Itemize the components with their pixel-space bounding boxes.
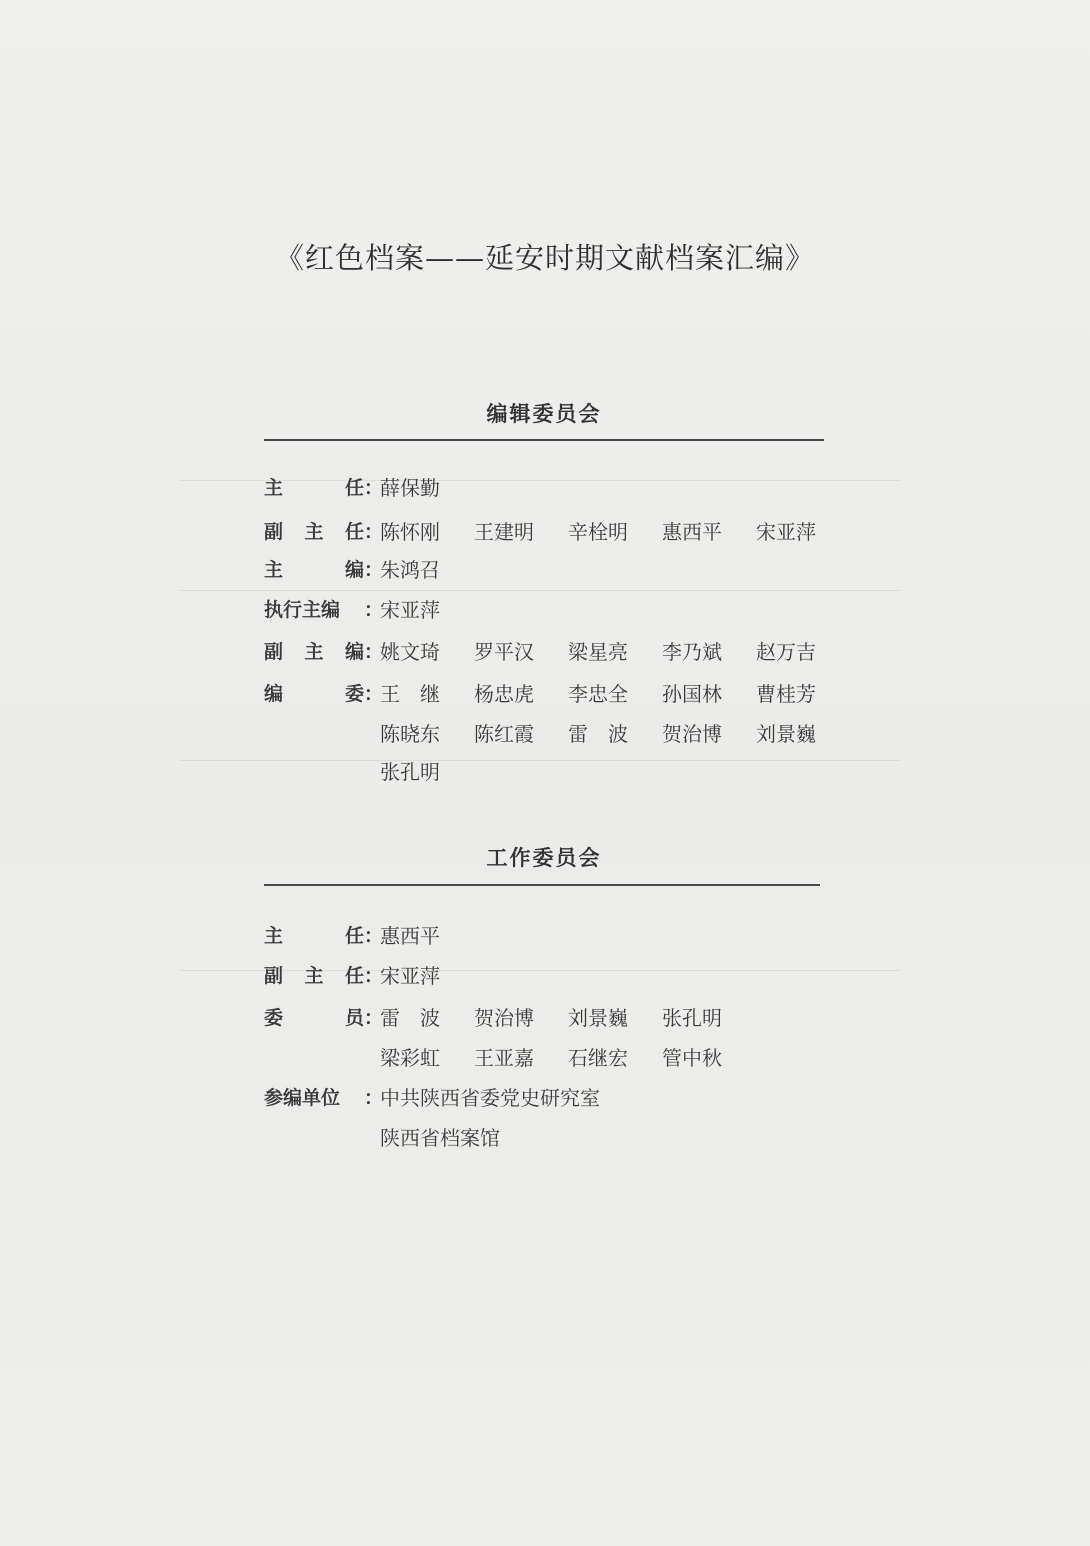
member-name: 管中秋 <box>662 1046 722 1070</box>
member-name: 王建明 <box>474 520 534 544</box>
member-name: 惠西平 <box>380 924 440 948</box>
role-colon: ： <box>364 965 384 987</box>
member-name: 宋亚萍 <box>756 520 816 544</box>
member-name: 孙国林 <box>662 682 722 706</box>
bleed-through-line <box>180 590 900 591</box>
member-name: 陈晓东 <box>380 722 440 746</box>
member-name: 中共陕西省委党史研究室 <box>380 1086 600 1110</box>
member-name: 雷 波 <box>380 1006 440 1030</box>
role-label: 副主任 <box>264 965 364 987</box>
role-colon: ： <box>364 521 384 543</box>
member-name: 梁彩虹 <box>380 1046 440 1070</box>
role-colon: ： <box>364 1007 384 1029</box>
member-name: 雷 波 <box>568 722 628 746</box>
working-committee-heading: 工作委员会 <box>486 846 602 870</box>
role-colon: ： <box>364 599 384 621</box>
member-name: 赵万吉 <box>756 640 816 664</box>
member-name: 石继宏 <box>568 1046 628 1070</box>
role-colon: ： <box>364 925 384 947</box>
editorial-committee-heading: 编辑委员会 <box>486 402 602 426</box>
member-name: 宋亚萍 <box>380 598 440 622</box>
member-name: 梁星亮 <box>568 640 628 664</box>
role-label: 副主编 <box>264 641 364 663</box>
role-colon: ： <box>364 641 384 663</box>
member-name: 罗平汉 <box>474 640 534 664</box>
role-label: 委员 <box>264 1007 364 1029</box>
role-colon: ： <box>364 559 384 581</box>
member-name: 宋亚萍 <box>380 964 440 988</box>
member-name: 惠西平 <box>662 520 722 544</box>
document-title: 《红色档案——延安时期文献档案汇编》 <box>274 241 815 275</box>
member-name: 薛保勤 <box>380 476 440 500</box>
member-name: 刘景巍 <box>568 1006 628 1030</box>
member-name: 李忠全 <box>568 682 628 706</box>
member-name: 贺治博 <box>662 722 722 746</box>
member-name: 朱鸿召 <box>380 558 440 582</box>
role-label: 执行主编 <box>264 599 341 621</box>
member-name: 王亚嘉 <box>474 1046 534 1070</box>
role-colon: ： <box>364 683 384 705</box>
member-name: 贺治博 <box>474 1006 534 1030</box>
member-name: 曹桂芳 <box>756 682 816 706</box>
member-name: 王 继 <box>380 682 440 706</box>
role-label: 主任 <box>264 925 364 947</box>
member-name: 陕西省档案馆 <box>380 1126 500 1150</box>
member-name: 刘景巍 <box>756 722 816 746</box>
editorial-committee-rule <box>264 439 824 441</box>
member-name: 张孔明 <box>380 760 440 784</box>
bleed-through-line <box>180 760 900 761</box>
member-name: 辛栓明 <box>568 520 628 544</box>
member-name: 陈怀刚 <box>380 520 440 544</box>
role-label: 编委 <box>264 683 364 705</box>
role-label: 参编单位 <box>264 1087 341 1109</box>
role-colon: ： <box>364 477 384 499</box>
member-name: 杨忠虎 <box>474 682 534 706</box>
member-name: 陈红霞 <box>474 722 534 746</box>
working-committee-rule <box>264 884 820 886</box>
role-label: 副主任 <box>264 521 364 543</box>
role-label: 主任 <box>264 477 364 499</box>
member-name: 张孔明 <box>662 1006 722 1030</box>
member-name: 李乃斌 <box>662 640 722 664</box>
member-name: 姚文琦 <box>380 640 440 664</box>
role-colon: ： <box>364 1087 384 1109</box>
role-label: 主编 <box>264 559 364 581</box>
